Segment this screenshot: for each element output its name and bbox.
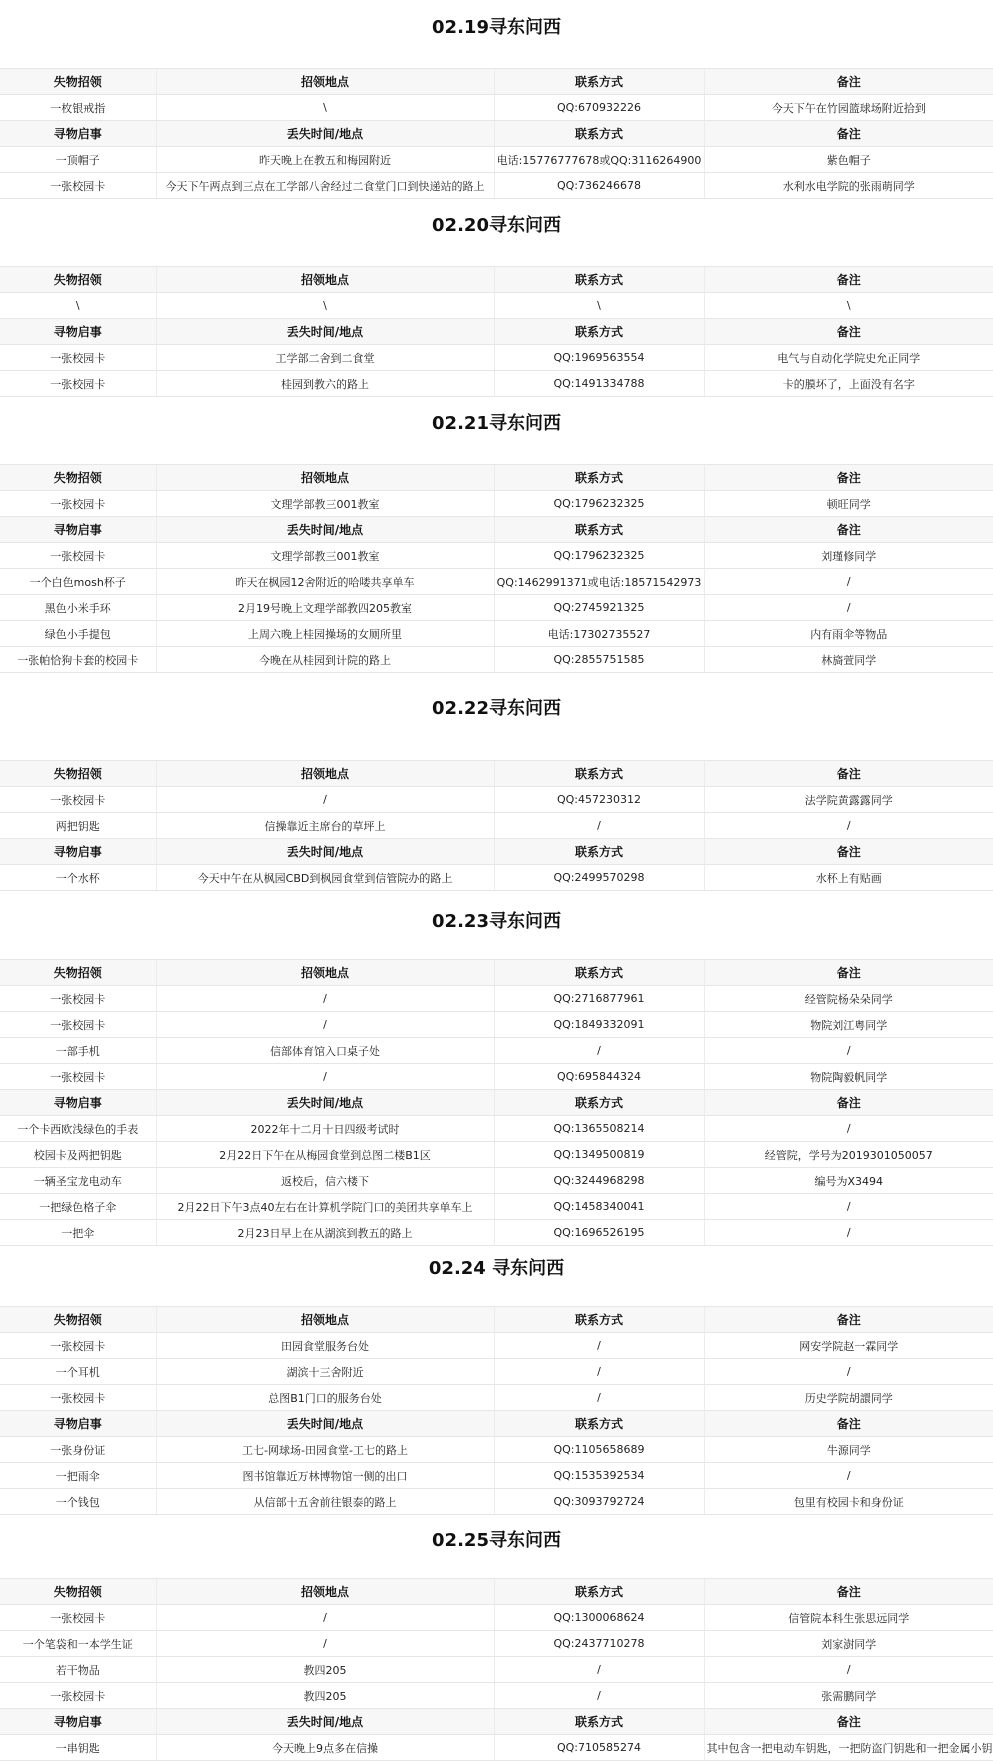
lost-header-row <box>0 319 993 345</box>
cell-location: 昨天在枫园12舍附近的哈喽共享单车 <box>156 569 494 595</box>
cell-contact: QQ:695844324 <box>494 1064 704 1090</box>
header-location: 招领地点 <box>156 267 494 293</box>
cell-item: 一张校园卡 <box>0 371 156 397</box>
cell-note: 其中包含一把电动车钥匙，一把防盗门钥匙和一把金属小钥 <box>704 1735 993 1761</box>
header-note: 备注 <box>704 1411 993 1437</box>
cell-contact: QQ:1969563554 <box>494 345 704 371</box>
cell-contact: QQ:2745921325 <box>494 595 704 621</box>
cell-location: / <box>156 1605 494 1631</box>
lost-row <box>0 1168 993 1194</box>
found-row <box>0 1333 993 1359</box>
header-note: 备注 <box>704 1579 993 1605</box>
cell-item: 两把钥匙 <box>0 813 156 839</box>
cell-note: \ <box>704 293 993 319</box>
cell-location: 工学部二舍到二食堂 <box>156 345 494 371</box>
cell-contact: / <box>494 1385 704 1411</box>
lost-row <box>0 569 993 595</box>
cell-item: 一张校园卡 <box>0 543 156 569</box>
header-location: 丢失时间/地点 <box>156 517 494 543</box>
cell-location: 从信部十五舍前往银泰的路上 <box>156 1489 494 1515</box>
lost-header-row <box>0 1709 993 1735</box>
cell-location: 图书馆靠近万林博物馆一侧的出口 <box>156 1463 494 1489</box>
cell-item: 一张校园卡 <box>0 1064 156 1090</box>
cell-note: 编号为X3494 <box>704 1168 993 1194</box>
cell-note: 紫色帽子 <box>704 147 993 173</box>
header-contact: 联系方式 <box>494 1579 704 1605</box>
cell-location: 总图B1门口的服务台处 <box>156 1385 494 1411</box>
cell-contact: QQ:736246678 <box>494 173 704 199</box>
cell-contact: QQ:3244968298 <box>494 1168 704 1194</box>
header-note: 备注 <box>704 1307 993 1333</box>
header-location: 丢失时间/地点 <box>156 1709 494 1735</box>
lost-row <box>0 1116 993 1142</box>
cell-contact: / <box>494 1359 704 1385</box>
cell-item: 一个耳机 <box>0 1359 156 1385</box>
cell-item: 一张校园卡 <box>0 986 156 1012</box>
header-note: 备注 <box>704 267 993 293</box>
header-note: 备注 <box>704 839 993 865</box>
cell-note: / <box>704 813 993 839</box>
lost-row <box>0 865 993 891</box>
found-row <box>0 986 993 1012</box>
cell-note: 物院陶毅帆同学 <box>704 1064 993 1090</box>
cell-item: 一把伞 <box>0 1220 156 1246</box>
header-location: 丢失时间/地点 <box>156 1090 494 1116</box>
cell-location: 信部体育馆入口桌子处 <box>156 1038 494 1064</box>
cell-item: 一张校园卡 <box>0 1683 156 1709</box>
cell-location: \ <box>156 293 494 319</box>
header-contact: 联系方式 <box>494 69 704 95</box>
header-item: 寻物启事 <box>0 1090 156 1116</box>
header-item: 寻物启事 <box>0 121 156 147</box>
cell-contact: QQ:1105658689 <box>494 1437 704 1463</box>
cell-note: 包里有校园卡和身份证 <box>704 1489 993 1515</box>
cell-note: 水利水电学院的张雨萌同学 <box>704 173 993 199</box>
cell-contact: QQ:1365508214 <box>494 1116 704 1142</box>
found-row <box>0 1038 993 1064</box>
cell-item: 一张校园卡 <box>0 491 156 517</box>
cell-location: 今天中午在从枫园CBD到枫园食堂到信管院办的路上 <box>156 865 494 891</box>
cell-item: 一个水杯 <box>0 865 156 891</box>
header-note: 备注 <box>704 761 993 787</box>
cell-contact: QQ:670932226 <box>494 95 704 121</box>
lost-row <box>0 1437 993 1463</box>
cell-note: / <box>704 595 993 621</box>
cell-contact: 电话:17302735527 <box>494 621 704 647</box>
cell-item: 一顶帽子 <box>0 147 156 173</box>
cell-contact: QQ:1349500819 <box>494 1142 704 1168</box>
cell-note: 牛源同学 <box>704 1437 993 1463</box>
cell-note: 内有雨伞等物品 <box>704 621 993 647</box>
found-header-row <box>0 960 993 986</box>
cell-note: / <box>704 1116 993 1142</box>
cell-note: 信管院本科生张思远同学 <box>704 1605 993 1631</box>
cell-location: 湖滨十三舍附近 <box>156 1359 494 1385</box>
lost-row <box>0 621 993 647</box>
lost-row <box>0 173 993 199</box>
cell-item: 一辆圣宝龙电动车 <box>0 1168 156 1194</box>
cell-location: 教四205 <box>156 1657 494 1683</box>
cell-note: 今天下午在竹园篮球场附近拾到 <box>704 95 993 121</box>
cell-item: 一个白色mosh杯子 <box>0 569 156 595</box>
section-title: 02.24 寻东问西 <box>428 1258 565 1279</box>
cell-contact: / <box>494 813 704 839</box>
cell-note: 刘家澍同学 <box>704 1631 993 1657</box>
cell-contact: 电话:15776777678或QQ:3116264900 <box>494 147 704 173</box>
cell-note: 卡的膜坏了，上面没有名字 <box>704 371 993 397</box>
cell-item: 一张校园卡 <box>0 787 156 813</box>
cell-contact: QQ:1796232325 <box>494 491 704 517</box>
cell-note: 刘瑾修同学 <box>704 543 993 569</box>
cell-item: 一张帕恰狗卡套的校园卡 <box>0 647 156 673</box>
cell-contact: QQ:2716877961 <box>494 986 704 1012</box>
header-note: 备注 <box>704 319 993 345</box>
cell-item: 一张身份证 <box>0 1437 156 1463</box>
header-item: 失物招领 <box>0 1307 156 1333</box>
cell-location: 上周六晚上桂园操场的女厕所里 <box>156 621 494 647</box>
found-row <box>0 293 993 319</box>
cell-item: 一把雨伞 <box>0 1463 156 1489</box>
cell-contact: / <box>494 1657 704 1683</box>
cell-contact: / <box>494 1038 704 1064</box>
header-contact: 联系方式 <box>494 960 704 986</box>
found-row <box>0 1359 993 1385</box>
lost-row <box>0 1463 993 1489</box>
section-title: 02.23寻东问西 <box>432 911 561 932</box>
cell-note: 历史学院胡譞同学 <box>704 1385 993 1411</box>
header-item: 失物招领 <box>0 960 156 986</box>
lost-row <box>0 543 993 569</box>
lost-found-table <box>0 68 993 199</box>
cell-contact: QQ:3093792724 <box>494 1489 704 1515</box>
cell-item: 一张校园卡 <box>0 1385 156 1411</box>
cell-note: 顿旺同学 <box>704 491 993 517</box>
found-header-row <box>0 761 993 787</box>
section-title: 02.20寻东问西 <box>432 215 561 236</box>
header-contact: 联系方式 <box>494 267 704 293</box>
section-title: 02.21寻东问西 <box>432 413 561 434</box>
lost-row <box>0 371 993 397</box>
cell-item: 绿色小手提包 <box>0 621 156 647</box>
cell-item: \ <box>0 293 156 319</box>
cell-note: / <box>704 1657 993 1683</box>
header-contact: 联系方式 <box>494 1411 704 1437</box>
cell-item: 若干物品 <box>0 1657 156 1683</box>
found-row <box>0 1631 993 1657</box>
header-contact: 联系方式 <box>494 1307 704 1333</box>
found-row <box>0 1683 993 1709</box>
lost-row <box>0 1142 993 1168</box>
cell-location: 桂园到教六的路上 <box>156 371 494 397</box>
cell-location: 2月22日下午3点40左右在计算机学院门口的美团共享单车上 <box>156 1194 494 1220</box>
cell-item: 一张校园卡 <box>0 1605 156 1631</box>
cell-location: 田园食堂服务台处 <box>156 1333 494 1359</box>
cell-contact: QQ:1535392534 <box>494 1463 704 1489</box>
cell-contact: QQ:1796232325 <box>494 543 704 569</box>
lost-row <box>0 1194 993 1220</box>
lost-found-table <box>0 464 993 673</box>
lost-header-row <box>0 517 993 543</box>
lost-row <box>0 1220 993 1246</box>
header-item: 失物招领 <box>0 761 156 787</box>
cell-note: / <box>704 1359 993 1385</box>
lost-row <box>0 647 993 673</box>
lost-found-table <box>0 1578 993 1761</box>
cell-note: 法学院黄露露同学 <box>704 787 993 813</box>
lost-found-table <box>0 760 993 891</box>
cell-contact: QQ:457230312 <box>494 787 704 813</box>
cell-item: 一张校园卡 <box>0 1012 156 1038</box>
cell-location: 今天晚上9点多在信操 <box>156 1735 494 1761</box>
found-row <box>0 1012 993 1038</box>
cell-contact: QQ:1696526195 <box>494 1220 704 1246</box>
header-note: 备注 <box>704 960 993 986</box>
cell-contact: QQ:2499570298 <box>494 865 704 891</box>
header-note: 备注 <box>704 69 993 95</box>
cell-contact: QQ:2437710278 <box>494 1631 704 1657</box>
found-row <box>0 1064 993 1090</box>
found-row <box>0 95 993 121</box>
cell-note: / <box>704 569 993 595</box>
cell-item: 校园卡及两把钥匙 <box>0 1142 156 1168</box>
cell-note: 电气与自动化学院史允正同学 <box>704 345 993 371</box>
header-location: 招领地点 <box>156 1579 494 1605</box>
header-contact: 联系方式 <box>494 517 704 543</box>
found-row <box>0 1385 993 1411</box>
header-item: 失物招领 <box>0 69 156 95</box>
lost-row <box>0 147 993 173</box>
cell-item: 黑色小米手环 <box>0 595 156 621</box>
header-note: 备注 <box>704 1090 993 1116</box>
cell-item: 一张校园卡 <box>0 1333 156 1359</box>
found-header-row <box>0 465 993 491</box>
header-note: 备注 <box>704 465 993 491</box>
found-row <box>0 813 993 839</box>
cell-contact: \ <box>494 293 704 319</box>
header-item: 寻物启事 <box>0 1411 156 1437</box>
cell-location: / <box>156 1012 494 1038</box>
found-row <box>0 787 993 813</box>
header-location: 丢失时间/地点 <box>156 1411 494 1437</box>
cell-contact: QQ:2855751585 <box>494 647 704 673</box>
cell-contact: QQ:1462991371或电话:18571542973 <box>494 569 704 595</box>
cell-note: / <box>704 1220 993 1246</box>
header-contact: 联系方式 <box>494 761 704 787</box>
header-location: 丢失时间/地点 <box>156 839 494 865</box>
section-title: 02.19寻东问西 <box>432 17 561 38</box>
cell-location: 教四205 <box>156 1683 494 1709</box>
cell-contact: QQ:710585274 <box>494 1735 704 1761</box>
header-contact: 联系方式 <box>494 1090 704 1116</box>
lost-row <box>0 1489 993 1515</box>
header-contact: 联系方式 <box>494 839 704 865</box>
cell-item: 一把绿色格子伞 <box>0 1194 156 1220</box>
header-item: 寻物启事 <box>0 517 156 543</box>
cell-contact: QQ:1300068624 <box>494 1605 704 1631</box>
lost-found-table <box>0 959 993 1246</box>
found-row <box>0 1657 993 1683</box>
found-row <box>0 491 993 517</box>
cell-note: / <box>704 1038 993 1064</box>
found-header-row <box>0 1579 993 1605</box>
cell-location: \ <box>156 95 494 121</box>
cell-location: / <box>156 1631 494 1657</box>
header-contact: 联系方式 <box>494 1709 704 1735</box>
section-title: 02.25寻东问西 <box>432 1530 561 1551</box>
lost-header-row <box>0 121 993 147</box>
cell-location: 2月23日早上在从湖滨到教五的路上 <box>156 1220 494 1246</box>
lost-header-row <box>0 1411 993 1437</box>
cell-contact: QQ:1491334788 <box>494 371 704 397</box>
cell-location: 今天下午两点到三点在工学部八舍经过二食堂门口到快递站的路上 <box>156 173 494 199</box>
cell-contact: QQ:1849332091 <box>494 1012 704 1038</box>
cell-contact: QQ:1458340041 <box>494 1194 704 1220</box>
header-item: 寻物启事 <box>0 1709 156 1735</box>
cell-item: 一张校园卡 <box>0 173 156 199</box>
cell-item: 一部手机 <box>0 1038 156 1064</box>
header-contact: 联系方式 <box>494 465 704 491</box>
cell-location: / <box>156 986 494 1012</box>
cell-item: 一个笔袋和一本学生证 <box>0 1631 156 1657</box>
cell-location: / <box>156 787 494 813</box>
cell-note: / <box>704 1463 993 1489</box>
cell-item: 一个钱包 <box>0 1489 156 1515</box>
found-header-row <box>0 1307 993 1333</box>
cell-note: 张需鹏同学 <box>704 1683 993 1709</box>
header-location: 招领地点 <box>156 69 494 95</box>
found-header-row <box>0 267 993 293</box>
cell-location: 文理学部教三001教室 <box>156 491 494 517</box>
cell-note: 林旖萱同学 <box>704 647 993 673</box>
found-row <box>0 1605 993 1631</box>
cell-note: / <box>704 1194 993 1220</box>
lost-header-row <box>0 839 993 865</box>
header-note: 备注 <box>704 517 993 543</box>
header-location: 招领地点 <box>156 761 494 787</box>
header-location: 丢失时间/地点 <box>156 121 494 147</box>
cell-location: 信操靠近主席台的草坪上 <box>156 813 494 839</box>
header-location: 招领地点 <box>156 1307 494 1333</box>
header-contact: 联系方式 <box>494 319 704 345</box>
cell-location: 文理学部教三001教室 <box>156 543 494 569</box>
lost-header-row <box>0 1090 993 1116</box>
section-title: 02.22寻东问西 <box>432 698 561 719</box>
cell-location: 昨天晚上在教五和梅园附近 <box>156 147 494 173</box>
lost-found-table <box>0 266 993 397</box>
cell-location: 2月19号晚上文理学部教四205教室 <box>156 595 494 621</box>
lost-row <box>0 345 993 371</box>
cell-location: 今晚在从桂园到计院的路上 <box>156 647 494 673</box>
header-item: 失物招领 <box>0 1579 156 1605</box>
cell-location: 2月22日下午在从梅园食堂到总图二楼B1区 <box>156 1142 494 1168</box>
cell-note: 经管院杨朵朵同学 <box>704 986 993 1012</box>
header-item: 失物招领 <box>0 465 156 491</box>
header-item: 寻物启事 <box>0 319 156 345</box>
lost-found-table <box>0 1306 993 1515</box>
cell-item: 一个卡西欧浅绿色的手表 <box>0 1116 156 1142</box>
cell-note: 经管院，学号为2019301050057 <box>704 1142 993 1168</box>
cell-location: 工七-网球场-田园食堂-工七的路上 <box>156 1437 494 1463</box>
header-note: 备注 <box>704 1709 993 1735</box>
cell-contact: / <box>494 1333 704 1359</box>
header-location: 招领地点 <box>156 465 494 491</box>
cell-item: 一张校园卡 <box>0 345 156 371</box>
header-location: 丢失时间/地点 <box>156 319 494 345</box>
cell-note: 物院刘江粤同学 <box>704 1012 993 1038</box>
cell-location: 返校后，信六楼下 <box>156 1168 494 1194</box>
cell-note: 网安学院赵一霖同学 <box>704 1333 993 1359</box>
cell-item: 一枚银戒指 <box>0 95 156 121</box>
cell-location: / <box>156 1064 494 1090</box>
header-note: 备注 <box>704 121 993 147</box>
header-location: 招领地点 <box>156 960 494 986</box>
header-item: 失物招领 <box>0 267 156 293</box>
cell-item: 一串钥匙 <box>0 1735 156 1761</box>
cell-location: 2022年十二月十日四级考试时 <box>156 1116 494 1142</box>
header-contact: 联系方式 <box>494 121 704 147</box>
cell-note: 水杯上有贴画 <box>704 865 993 891</box>
lost-row <box>0 1735 993 1761</box>
header-item: 寻物启事 <box>0 839 156 865</box>
found-header-row <box>0 69 993 95</box>
lost-row <box>0 595 993 621</box>
cell-contact: / <box>494 1683 704 1709</box>
